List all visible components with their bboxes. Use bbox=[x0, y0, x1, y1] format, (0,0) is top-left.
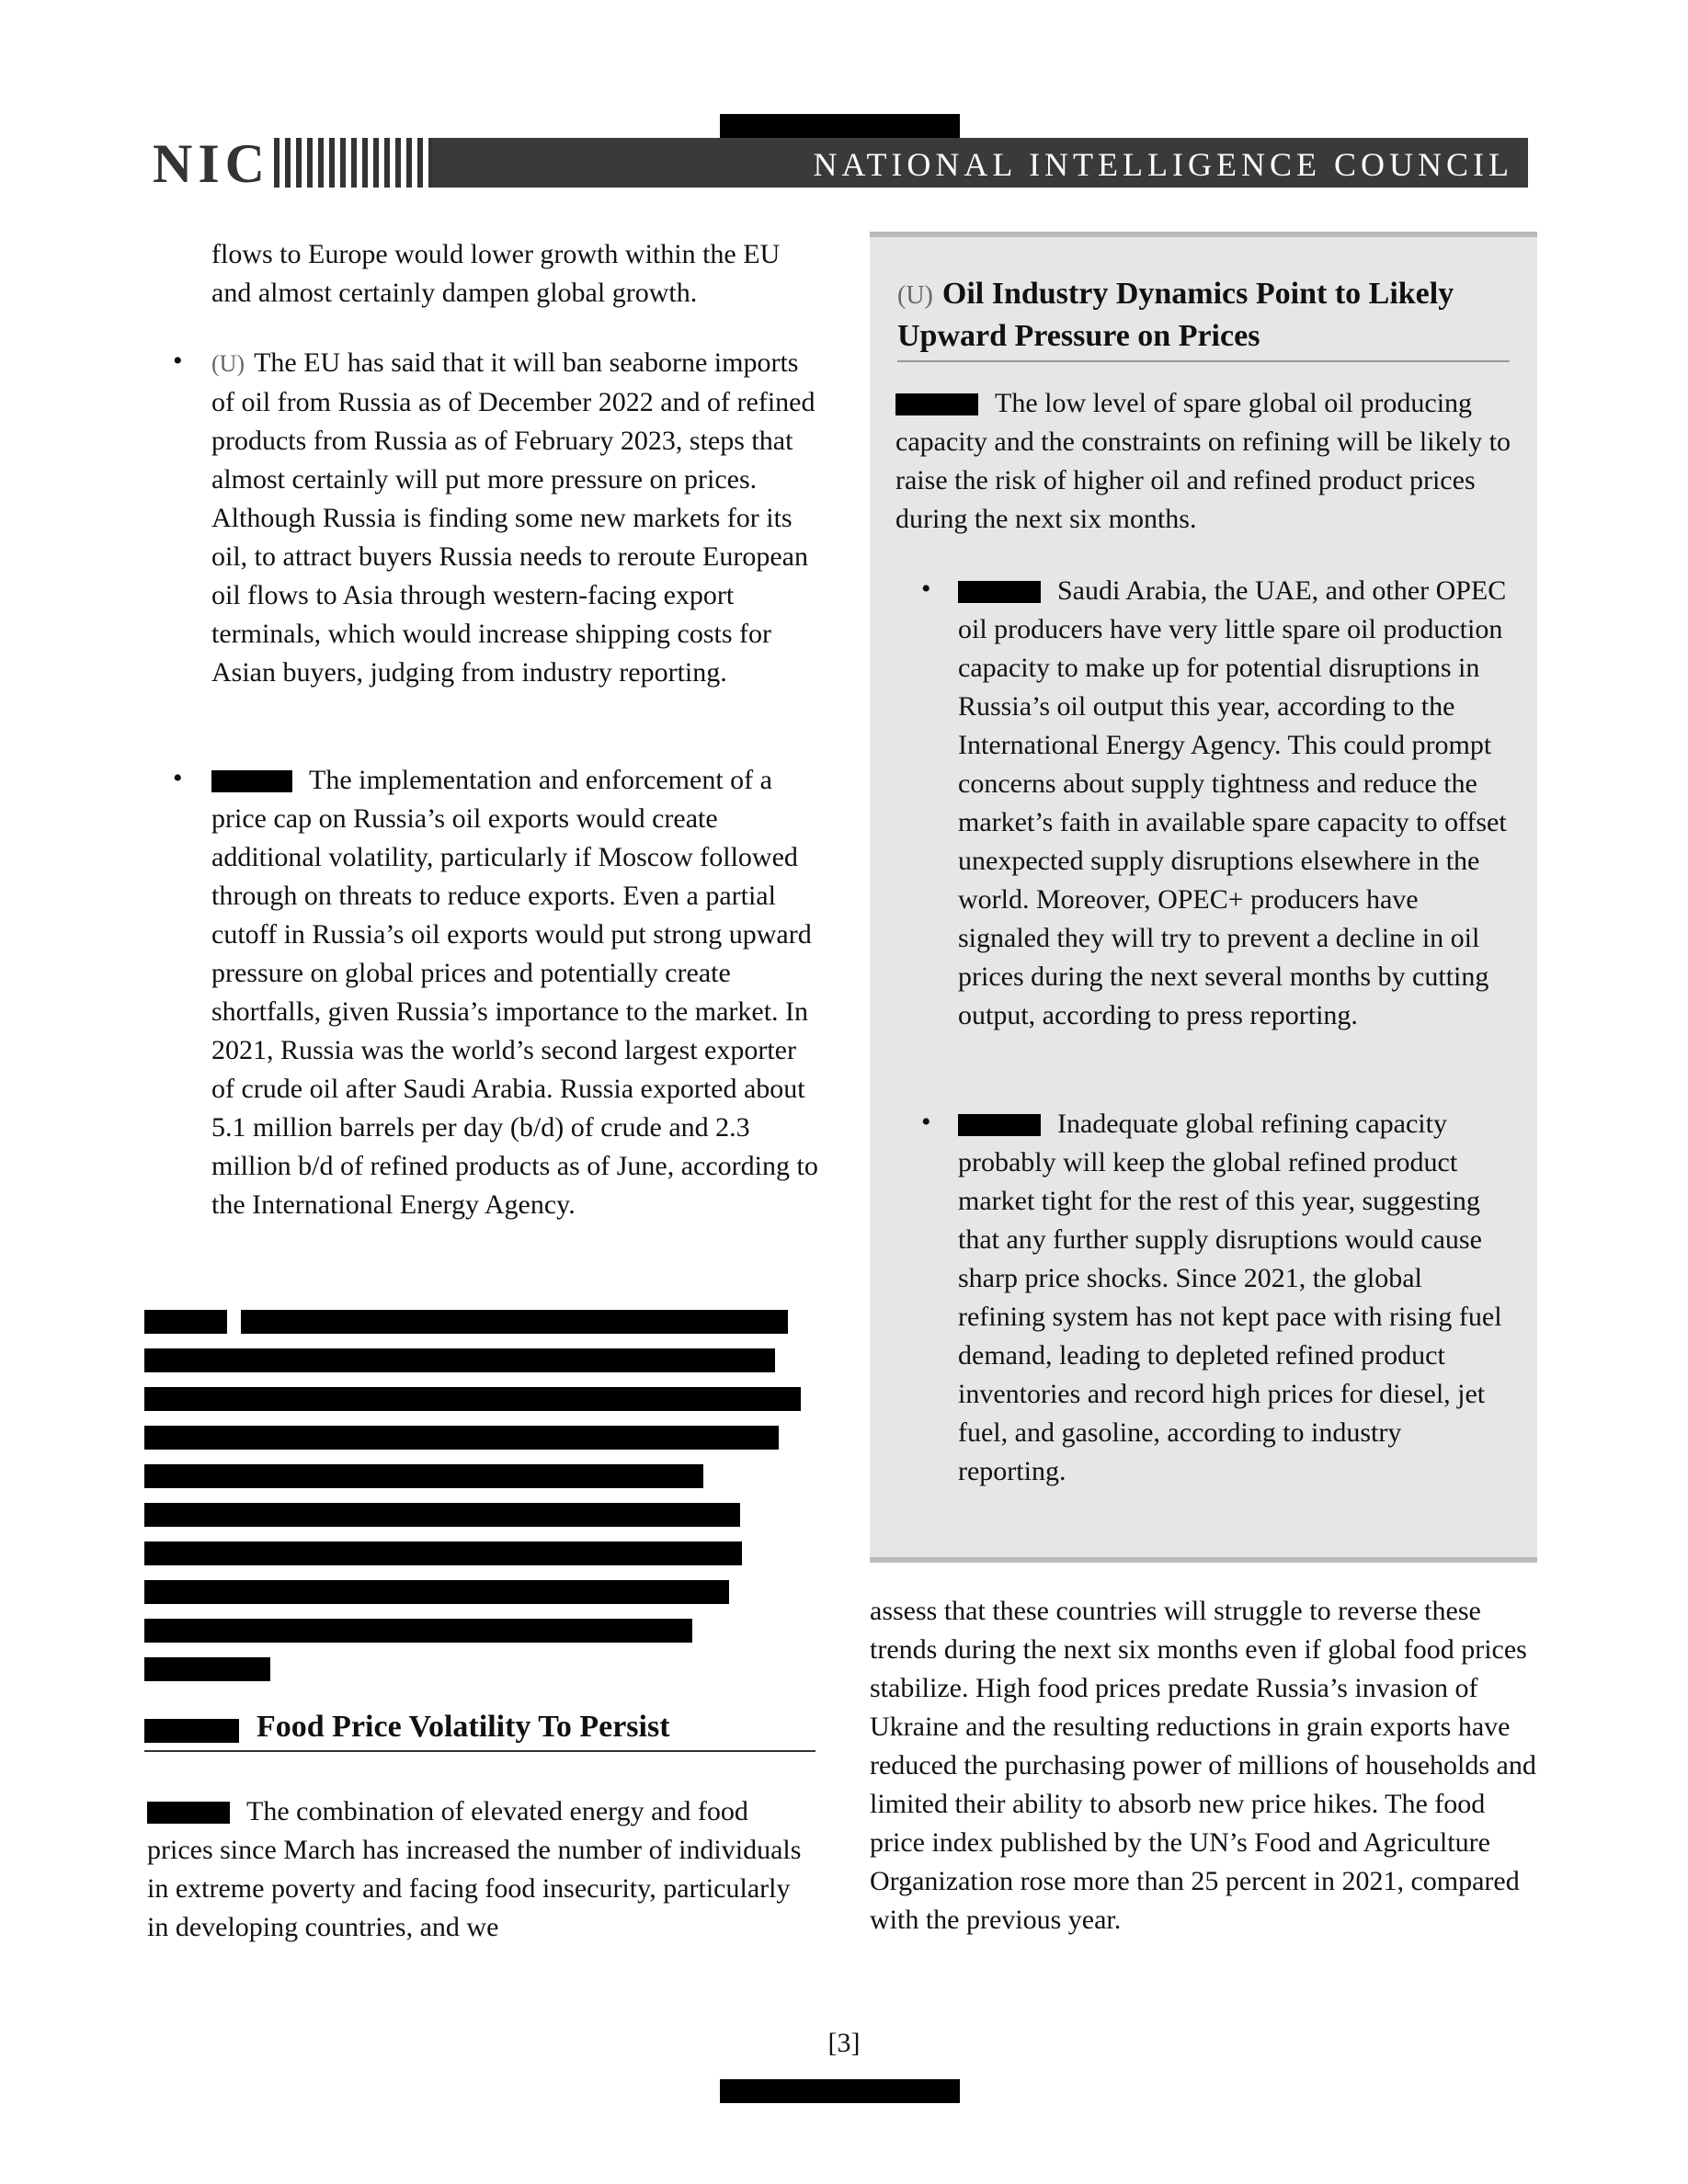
classification-marking: (U) bbox=[897, 281, 933, 310]
page-number: [3] bbox=[827, 2028, 861, 2058]
bullet-icon: • bbox=[173, 763, 183, 793]
bullet-text-2: The implementation and enforcement of a price cap on Russia’s oil exports would create additional volatility, particularly if Moscow followed through on threats to reduce exports. Even a partial cutoff in Russia’s oil exports would put strong upward pressure on global prices and potentially create shortfalls, given Russia’s importance to the market. In 2021, Russia was the world’s second largest exporter of crude oil after Saudi Arabia. Russia exported about 5.1 million barrels per day (b/d) of crude and 2.3 million b/d of refined products as of June, according to the International Energy Agency. bbox=[211, 765, 818, 1220]
continuation-paragraph: assess that these countries will struggle to reverse these trends during the next six months even if global food prices stabilize. High food prices predate Russia’s invasion of Ukraine and the resulting reductions in grain exports have reduced the purchasing power of millions of households and limited their ability to absorb new price hikes. The food price index published by the UN’s Food and Agriculture Organization rose more than 25 percent in 2021, compared with the previous year. bbox=[870, 1596, 1536, 1935]
sidebar-paragraph bbox=[895, 384, 1511, 539]
food-paragraph bbox=[147, 1792, 818, 1947]
marking-redaction bbox=[147, 1802, 230, 1824]
classification-marking: (U) bbox=[211, 350, 245, 377]
section-heading-text: Food Price Volatility To Persist bbox=[257, 1710, 670, 1744]
bullet-text-1: The EU has said that it will ban seaborne imports of oil from Russia as of December 2022 and of refined products from Russia as of February 2023, steps that almost certainly will put more pressure on prices. Although Russia is finding some new markets for its oil, to attract buyers Russia needs to reroute European oil flows to Asia through western-facing export terminals, which would increase shipping costs for Asian buyers, judging from industry reporting. bbox=[211, 347, 815, 688]
redaction-bar bbox=[144, 1503, 740, 1527]
bullet-paragraph-2 bbox=[211, 761, 824, 1224]
redaction-bar bbox=[241, 1310, 788, 1334]
sidebar-bullet-2 bbox=[958, 1105, 1513, 1491]
marking-redaction bbox=[211, 770, 292, 792]
marking-redaction bbox=[895, 393, 978, 415]
marking-redaction bbox=[144, 1719, 239, 1743]
redaction-bar bbox=[144, 1348, 775, 1372]
bullet-icon: • bbox=[921, 1107, 931, 1137]
sidebar-bullet-1 bbox=[958, 572, 1513, 1035]
intro-paragraph: flows to Europe would lower growth within the EU and almost certainly dampen global growth. bbox=[211, 239, 781, 308]
bullet-icon: • bbox=[921, 574, 931, 604]
nic-logo: NIC bbox=[153, 133, 271, 194]
sidebar-paragraph-text: The low level of spare global oil producing capacity and the constraints on refining will be likely to raise the risk of higher oil and refined product prices during the next six months. bbox=[895, 388, 1511, 534]
sidebar-bullet-text-1: Saudi Arabia, the UAE, and other OPEC oil producers have very little spare oil production capacity to make up for potential disruptions in Russia’s oil output this year, according to the International Energy Agency. This could prompt concerns about supply tightness and reduce the market’s faith in available spare capacity to offset unexpected supply disruptions elsewhere in the world. Moreover, OPEC+ producers have signaled they will try to prevent a decline in oil prices during the next several months by cutting output, according to press reporting. bbox=[958, 575, 1507, 1030]
redaction-bar bbox=[144, 1619, 692, 1643]
sidebar-bullet-text-2: Inadequate global refining capacity probably will keep the global refined product market tight for the rest of this year, suggesting that any further supply disruptions would cause sharp price shocks. Since 2021, the global refining system has not kept pace with rising fuel demand, leading to depleted refined product inventories and record high prices for diesel, jet fuel, and gasoline, according to industry reporting. bbox=[958, 1109, 1502, 1486]
marking-redaction bbox=[958, 581, 1041, 603]
bullet-paragraph-1 bbox=[211, 344, 824, 692]
bottom-redaction-bar bbox=[720, 2079, 960, 2103]
sidebar-box bbox=[870, 232, 1537, 1563]
header-banner bbox=[432, 138, 1528, 188]
sidebar-title bbox=[897, 274, 1510, 362]
bullet-icon: • bbox=[173, 346, 183, 376]
redaction-bar bbox=[144, 1580, 729, 1604]
banner-title: NATIONAL INTELLIGENCE COUNCIL bbox=[813, 146, 1513, 183]
redaction-bar bbox=[144, 1426, 779, 1450]
food-paragraph-text: The combination of elevated energy and food prices since March has increased the number of individuals in extreme poverty and facing food insecurity, particularly in developing countries, and we bbox=[147, 1796, 802, 1942]
redaction-bar bbox=[144, 1541, 742, 1565]
top-redaction-bar bbox=[720, 114, 960, 138]
sidebar-title-text: Oil Industry Dynamics Point to Likely Upward Pressure on Prices bbox=[897, 277, 1454, 353]
redaction-bar bbox=[144, 1464, 703, 1488]
redaction-bar bbox=[144, 1310, 227, 1334]
redaction-bar bbox=[144, 1657, 270, 1681]
section-heading-food bbox=[144, 1710, 815, 1752]
marking-redaction bbox=[958, 1114, 1041, 1136]
redaction-bar bbox=[144, 1387, 801, 1411]
